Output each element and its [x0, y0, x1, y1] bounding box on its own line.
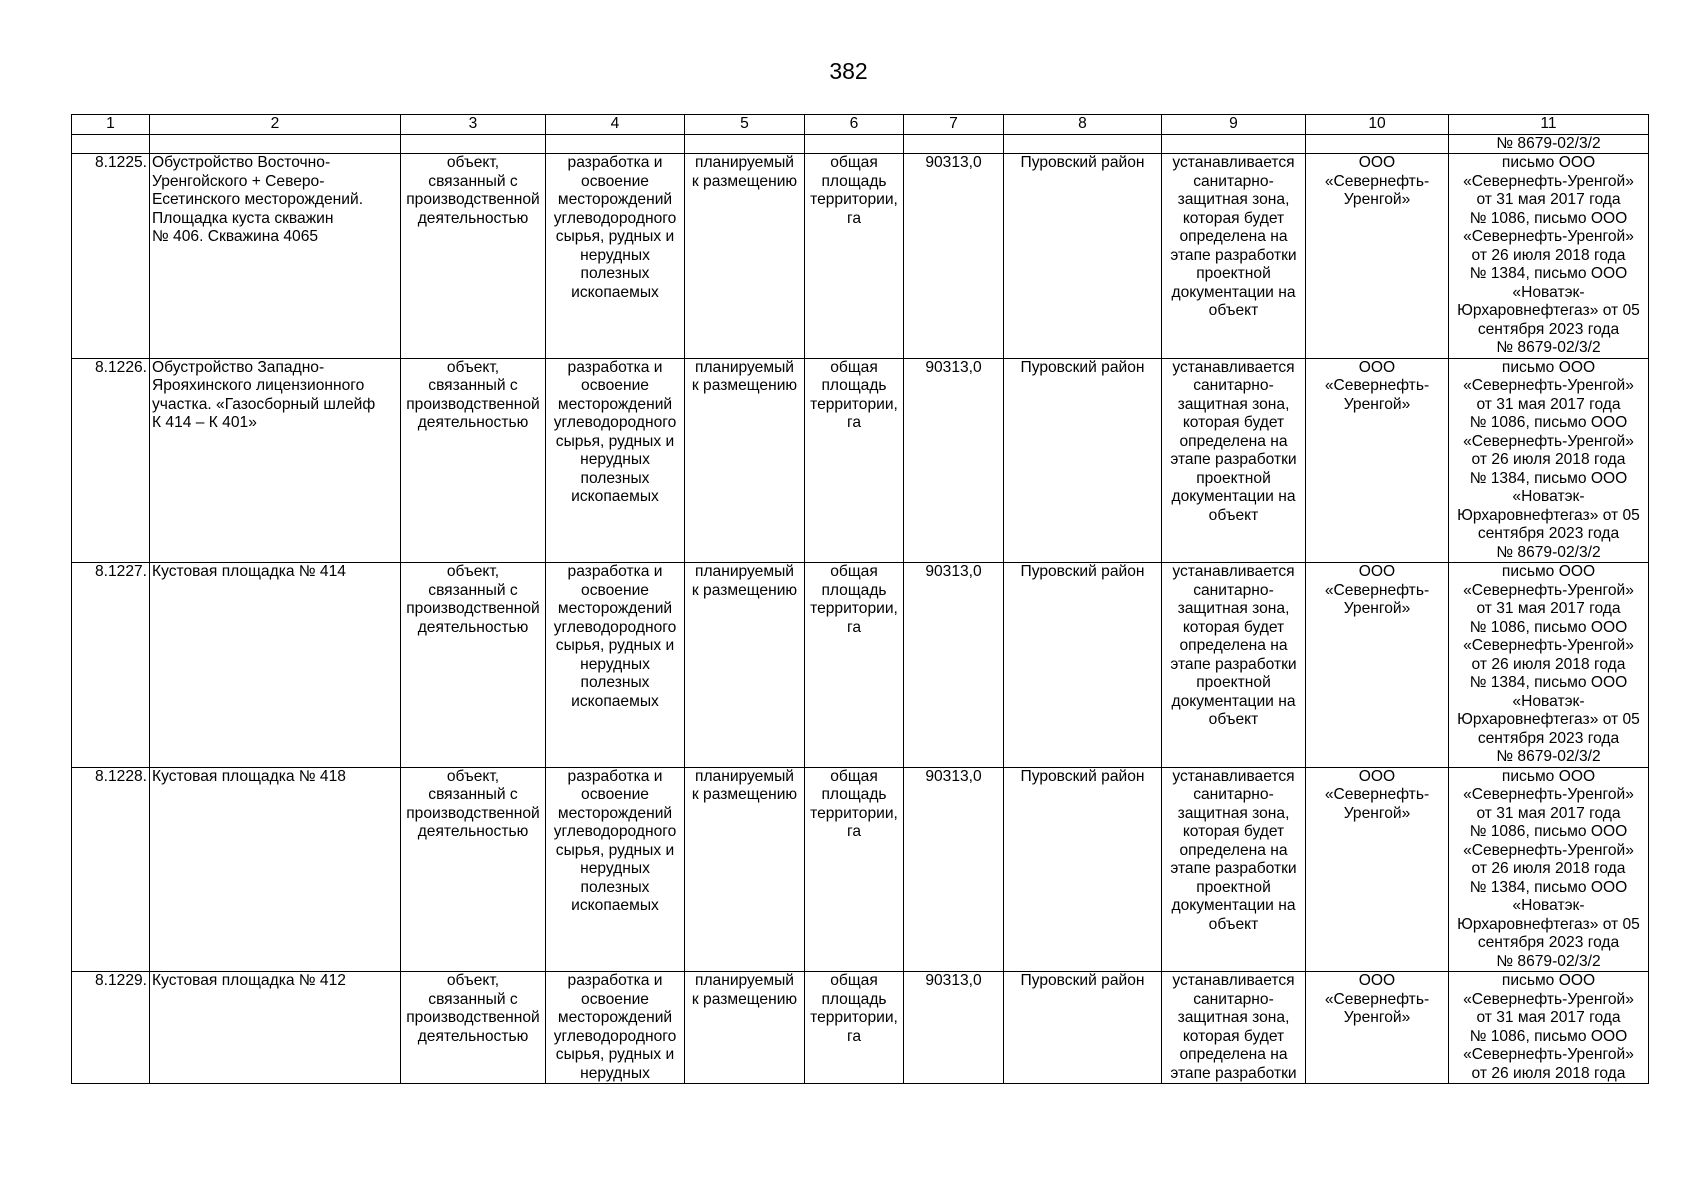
object-purpose: разработка и освоение месторождений углеводородного сырья, рудных и нерудных полезных ископаемых: [546, 154, 685, 359]
object-organization: ООО «Севернефть- Уренгой»: [1306, 154, 1449, 359]
object-type: объект, связанный с производственной деятельностью: [401, 972, 546, 1084]
object-type: объект, связанный с производственной деятельностью: [401, 358, 546, 563]
table-row: [72, 154, 1649, 359]
object-name: Кустовая площадка № 418: [150, 767, 401, 972]
object-status: планируемый к размещению: [685, 154, 805, 359]
object-type: объект, связанный с производственной деятельностью: [401, 563, 546, 768]
object-status: планируемый к размещению: [685, 972, 805, 1084]
object-value: 90313,0: [904, 972, 1004, 1084]
table-row: [72, 767, 1649, 972]
object-name: Кустовая площадка № 412: [150, 972, 401, 1084]
object-location: Пуровский район: [1004, 767, 1162, 972]
object-location: Пуровский район: [1004, 358, 1162, 563]
table-row: [72, 972, 1649, 1084]
page-number: 382: [829, 58, 868, 84]
object-type: объект, связанный с производственной деятельностью: [401, 767, 546, 972]
object-location: Пуровский район: [1004, 563, 1162, 768]
object-name: Обустройство Западно- Ярояхинского лицензионного участка. «Газосборный шлейф К 414 – К 401»: [150, 358, 401, 563]
column-number: 2: [150, 115, 401, 135]
row-number: 8.1226.: [72, 358, 150, 563]
object-zone: устанавливается санитарно- защитная зона, которая будет определена на этапе разработки проектной документации на объект: [1162, 358, 1306, 563]
column-number: 5: [685, 115, 805, 135]
object-value: 90313,0: [904, 154, 1004, 359]
object-characteristic: общая площадь территории, га: [805, 563, 904, 768]
column-number: 9: [1162, 115, 1306, 135]
object-basis: письмо ООО «Севернефть-Уренгой» от 31 мая 2017 года № 1086, письмо ООО «Севернефть-Уренгой» от 26 июля 2018 года № 1384, письмо ООО «Новатэк- Юрхаровнефтегаз» от 05 сентября 2023 года № 8679-02/3/2: [1449, 358, 1649, 563]
object-basis: письмо ООО «Севернефть-Уренгой» от 31 мая 2017 года № 1086, письмо ООО «Севернефть-Уренгой» от 26 июля 2018 года № 1384, письмо ООО «Новатэк- Юрхаровнефтегаз» от 05 сентября 2023 года № 8679-02/3/2: [1449, 563, 1649, 768]
table-row: [72, 358, 1649, 563]
object-status: планируемый к размещению: [685, 563, 805, 768]
object-value: 90313,0: [904, 358, 1004, 563]
row-number: 8.1225.: [72, 154, 150, 359]
object-organization: ООО «Севернефть- Уренгой»: [1306, 767, 1449, 972]
row-number: 8.1229.: [72, 972, 150, 1084]
continuation-basis: № 8679-02/3/2: [1449, 134, 1649, 154]
column-number: 11: [1449, 115, 1649, 135]
column-numbers-row: [72, 115, 1649, 135]
object-basis: письмо ООО «Севернефть-Уренгой» от 31 мая 2017 года № 1086, письмо ООО «Севернефть-Уренгой» от 26 июля 2018 года № 1384, письмо ООО «Новатэк- Юрхаровнефтегаз» от 05 сентября 2023 года № 8679-02/3/2: [1449, 154, 1649, 359]
row-number: 8.1227.: [72, 563, 150, 768]
column-number: 6: [805, 115, 904, 135]
object-status: планируемый к размещению: [685, 767, 805, 972]
object-value: 90313,0: [904, 767, 1004, 972]
object-basis: письмо ООО «Севернефть-Уренгой» от 31 мая 2017 года № 1086, письмо ООО «Севернефть-Уренгой» от 26 июля 2018 года: [1449, 972, 1649, 1084]
registry-table: [71, 114, 1649, 1084]
object-type: объект, связанный с производственной деятельностью: [401, 154, 546, 359]
column-number: 3: [401, 115, 546, 135]
column-number: 4: [546, 115, 685, 135]
object-location: Пуровский район: [1004, 154, 1162, 359]
object-organization: ООО «Севернефть- Уренгой»: [1306, 358, 1449, 563]
column-number: 10: [1306, 115, 1449, 135]
row-number: 8.1228.: [72, 767, 150, 972]
object-zone: устанавливается санитарно- защитная зона, которая будет определена на этапе разработки проектной документации на объект: [1162, 154, 1306, 359]
object-characteristic: общая площадь территории, га: [805, 358, 904, 563]
column-number: 8: [1004, 115, 1162, 135]
table-row: [72, 563, 1649, 768]
object-characteristic: общая площадь территории, га: [805, 767, 904, 972]
continuation-row: [72, 134, 1649, 154]
column-number: 7: [904, 115, 1004, 135]
object-purpose: разработка и освоение месторождений углеводородного сырья, рудных и нерудных полезных ископаемых: [546, 563, 685, 768]
object-basis: письмо ООО «Севернефть-Уренгой» от 31 мая 2017 года № 1086, письмо ООО «Севернефть-Уренгой» от 26 июля 2018 года № 1384, письмо ООО «Новатэк- Юрхаровнефтегаз» от 05 сентября 2023 года № 8679-02/3/2: [1449, 767, 1649, 972]
object-purpose: разработка и освоение месторождений углеводородного сырья, рудных и нерудных полезных ископаемых: [546, 358, 685, 563]
object-purpose: разработка и освоение месторождений углеводородного сырья, рудных и нерудных полезных ископаемых: [546, 767, 685, 972]
object-zone: устанавливается санитарно- защитная зона, которая будет определена на этапе разработки: [1162, 972, 1306, 1084]
object-characteristic: общая площадь территории, га: [805, 972, 904, 1084]
object-organization: ООО «Севернефть- Уренгой»: [1306, 972, 1449, 1084]
object-organization: ООО «Севернефть- Уренгой»: [1306, 563, 1449, 768]
object-name: Обустройство Восточно- Уренгойского + Северо- Есетинского месторождений. Площадка куста скважин № 406. Скважина 4065: [150, 154, 401, 359]
object-value: 90313,0: [904, 563, 1004, 768]
object-zone: устанавливается санитарно- защитная зона, которая будет определена на этапе разработки проектной документации на объект: [1162, 563, 1306, 768]
object-purpose: разработка и освоение месторождений углеводородного сырья, рудных и нерудных: [546, 972, 685, 1084]
column-number: 1: [72, 115, 150, 135]
object-zone: устанавливается санитарно- защитная зона, которая будет определена на этапе разработки проектной документации на объект: [1162, 767, 1306, 972]
object-status: планируемый к размещению: [685, 358, 805, 563]
object-location: Пуровский район: [1004, 972, 1162, 1084]
object-characteristic: общая площадь территории, га: [805, 154, 904, 359]
object-name: Кустовая площадка № 414: [150, 563, 401, 768]
